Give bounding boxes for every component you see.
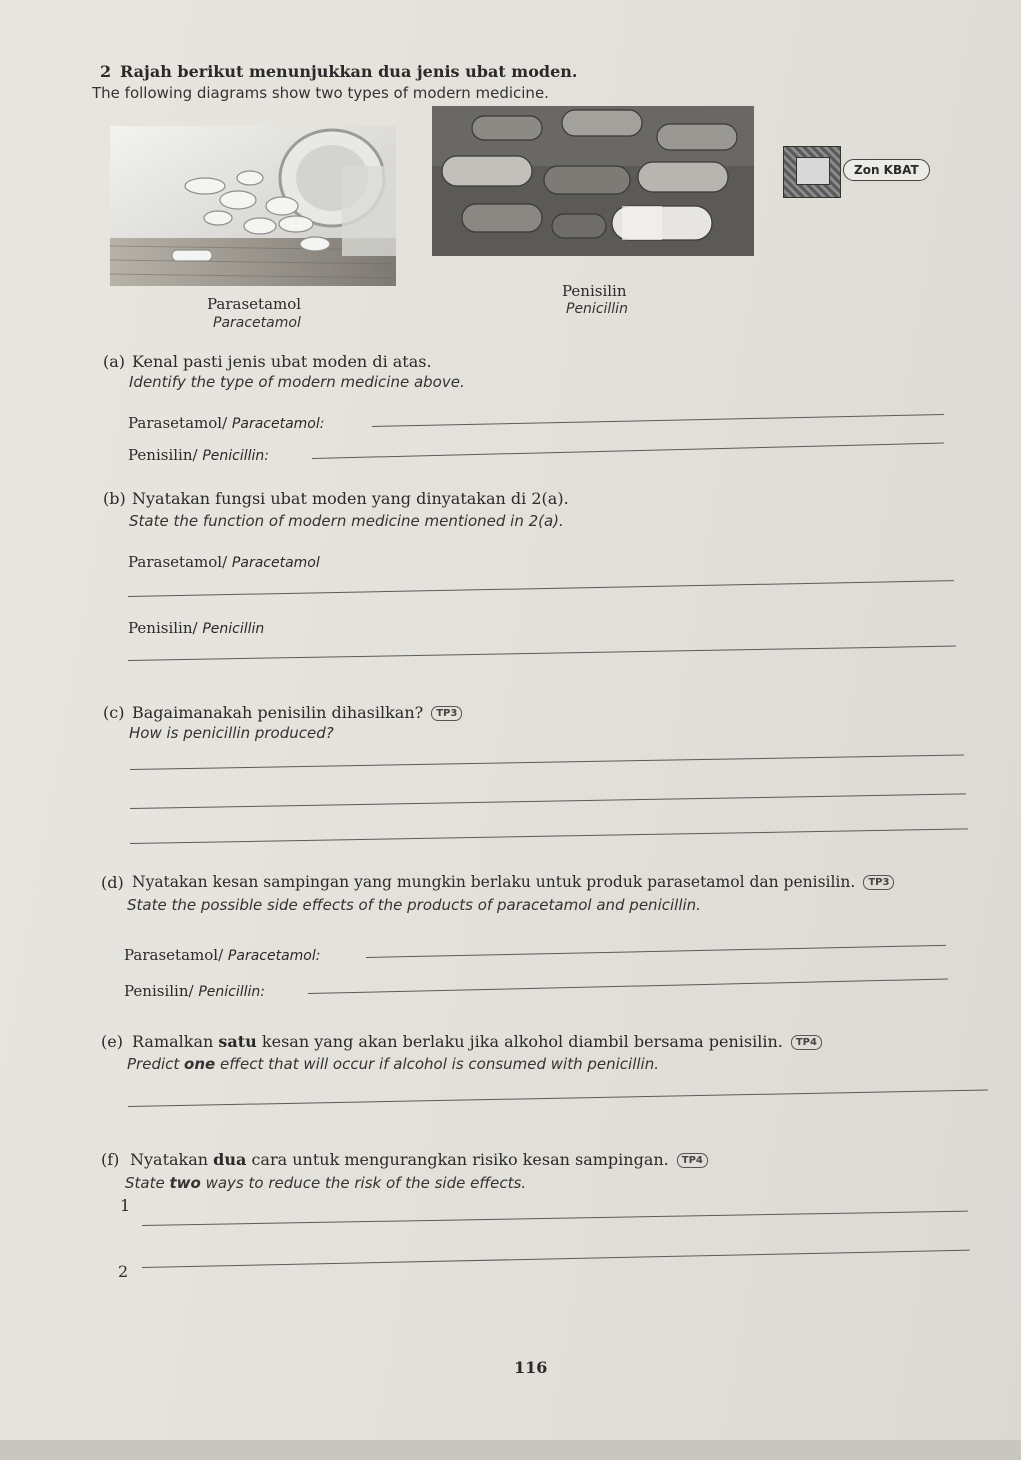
part-b-answer-line-1[interactable] (128, 580, 954, 597)
part-b-en: State the function of modern medicine mentioned in 2(a). (129, 512, 564, 530)
tp-badge: TP4 (791, 1035, 822, 1050)
table-edge (0, 1440, 1021, 1460)
part-e-answer-line[interactable] (128, 1089, 988, 1107)
part-a-answer-line-1[interactable] (372, 414, 944, 427)
part-b-row2-label: Penisilin/ Penicillin (128, 619, 265, 637)
question-intro-ms: Rajah berikut menunjukkan dua jenis ubat moden. (120, 62, 578, 81)
question-intro-en: The following diagrams show two types of modern medicine. (92, 84, 549, 102)
part-d-answer-line-2[interactable] (308, 978, 948, 994)
part-d-row2-label: Penisilin/ Penicillin: (124, 982, 266, 1000)
tp-badge: TP3 (863, 875, 894, 890)
part-a-letter: (a) (103, 352, 126, 371)
caption-paracetamol-ms: Parasetamol (207, 295, 302, 313)
page-number: 116 (514, 1358, 548, 1377)
caption-penicillin-ms: Penisilin (562, 282, 627, 300)
part-a-row1-label: Parasetamol/ Paracetamol: (128, 414, 325, 432)
kbat-badge (783, 146, 931, 198)
caption-penicillin-en: Penicillin (566, 301, 628, 317)
part-e-letter: (e) (101, 1032, 123, 1051)
qr-icon (783, 146, 841, 198)
part-d-row1-label: Parasetamol/ Paracetamol: (124, 946, 321, 964)
part-a-ms: Kenal pasti jenis ubat moden di atas. (132, 352, 432, 371)
part-f-letter: (f) (101, 1150, 120, 1169)
part-c-ms: Bagaimanakah penisilin dihasilkan? TP3 (132, 703, 462, 722)
tp-badge: TP4 (677, 1153, 708, 1168)
part-b-letter: (b) (103, 489, 126, 508)
caption-paracetamol-en: Paracetamol (213, 315, 301, 331)
part-e-en: Predict one effect that will occur if alcohol is consumed with penicillin. (127, 1055, 659, 1073)
part-d-en: State the possible side effects of the products of paracetamol and penicillin. (127, 896, 701, 914)
part-d-ms: Nyatakan kesan sampingan yang mungkin berlaku untuk produk parasetamol dan penisilin. TP3 (132, 873, 894, 891)
part-c-answer-line-1[interactable] (130, 754, 964, 770)
part-e-ms: Ramalkan satu kesan yang akan berlaku jika alkohol diambil bersama penisilin. TP4 (132, 1032, 822, 1051)
penicillin-photo (432, 106, 754, 256)
part-f-item-2: 2 (118, 1262, 129, 1281)
paracetamol-photo (110, 126, 396, 286)
part-c-letter: (c) (103, 703, 125, 722)
tp-badge: TP3 (431, 706, 462, 721)
part-b-row1-label: Parasetamol/ Paracetamol (128, 553, 320, 571)
part-d-answer-line-1[interactable] (366, 945, 946, 958)
part-f-answer-line-1[interactable] (142, 1211, 968, 1226)
kbat-label: Zon KBAT (843, 159, 930, 181)
part-f-en: State two ways to reduce the risk of the side effects. (125, 1174, 527, 1192)
part-c-en: How is penicillin produced? (129, 724, 334, 742)
part-b-ms: Nyatakan fungsi ubat moden yang dinyatakan di 2(a). (132, 489, 569, 508)
question-number: 2 (100, 62, 112, 81)
part-b-answer-line-2[interactable] (128, 646, 956, 661)
part-c-answer-line-2[interactable] (130, 793, 966, 809)
part-a-row2-label: Penisilin/ Penicillin: (128, 446, 270, 464)
part-f-answer-line-2[interactable] (142, 1250, 970, 1268)
part-a-answer-line-2[interactable] (312, 443, 944, 459)
part-d-letter: (d) (101, 873, 124, 892)
part-f-item-1: 1 (120, 1196, 131, 1215)
part-a-en: Identify the type of modern medicine above. (129, 373, 465, 391)
part-c-answer-line-3[interactable] (130, 828, 968, 844)
part-f-ms: Nyatakan dua cara untuk mengurangkan risiko kesan sampingan. TP4 (130, 1150, 708, 1169)
